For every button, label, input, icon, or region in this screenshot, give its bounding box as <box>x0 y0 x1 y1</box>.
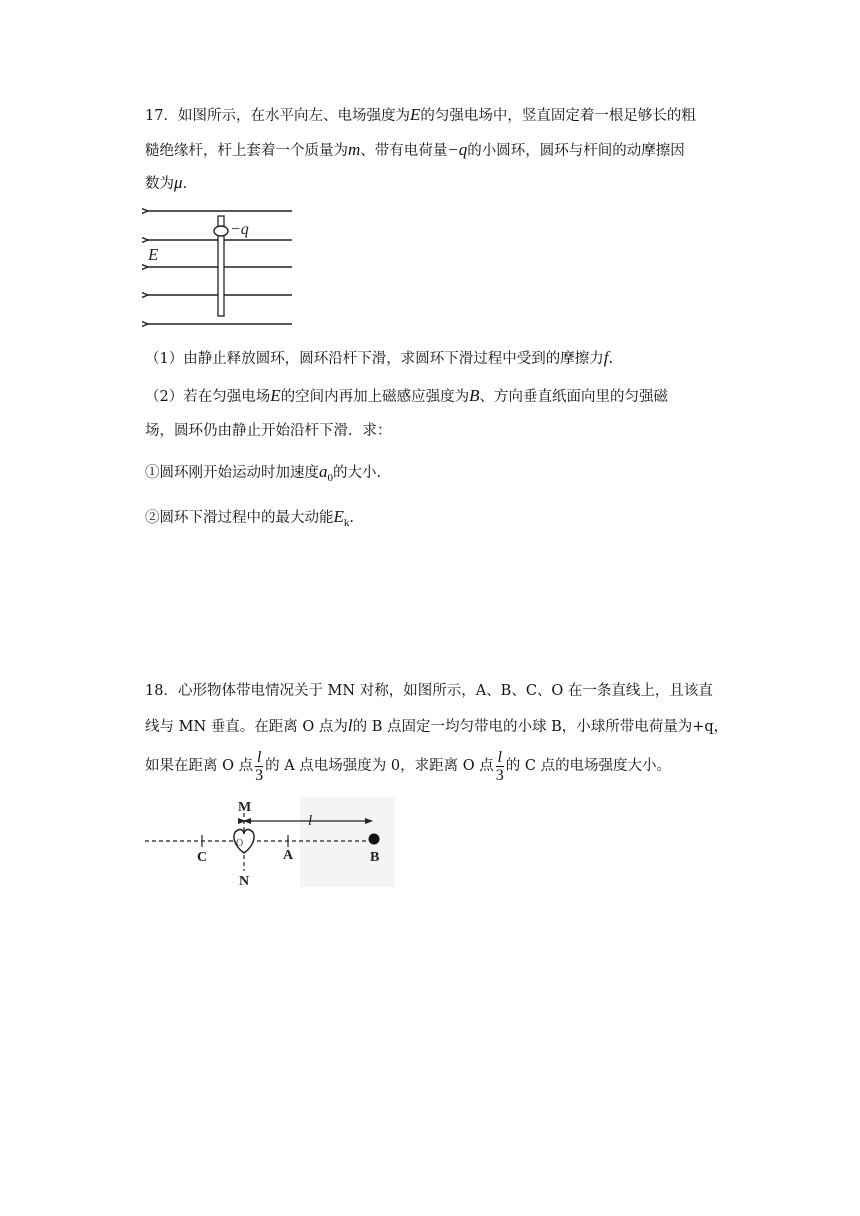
q17-text: 糙绝缘杆，杆上套着一个质量为 <box>145 143 348 159</box>
fraction-denominator: 3 <box>495 766 504 784</box>
charge-label: −q <box>230 221 249 238</box>
q17-line-2 <box>145 140 685 161</box>
label-C: C <box>197 850 208 865</box>
symbol-E: E <box>333 507 344 526</box>
label-B: B <box>370 850 380 865</box>
q17-text: . <box>182 176 188 192</box>
label-M: M <box>238 800 252 815</box>
q17-text: ②圆环下滑过程中的最大动能 <box>145 510 334 526</box>
q17-text: （1）由静止释放圆环，圆环沿杆下滑，求圆环下滑过程中受到的摩擦力 <box>145 351 604 367</box>
q18-text: 线与 MN 垂直。在距离 O 点为 <box>145 719 348 735</box>
q17-text: ①圆环刚开始运动时加速度 <box>145 465 319 481</box>
q18-text: 的 C 点的电场强度大小。 <box>505 758 672 774</box>
symbol-E: E <box>270 386 281 405</box>
q18-text: 如果在距离 O 点 <box>145 758 254 774</box>
scan-smudge <box>300 797 395 887</box>
q18-line-1: 18．心形物体带电情况关于 MN 对称，如图所示，A、B、C、O 在一条直线上，且该直 <box>145 683 713 699</box>
symbol-mu: μ <box>174 173 183 192</box>
label-l: l <box>308 813 313 829</box>
q17-text: . <box>349 510 354 526</box>
q18-figure <box>140 795 400 895</box>
q17-text: 、带有电荷量 <box>360 143 448 159</box>
q17-part-1 <box>145 348 613 369</box>
label-N: N <box>239 874 250 889</box>
q17-text: 的空间内再加上磁感应强度为 <box>280 389 470 405</box>
symbol-a: a <box>319 462 328 481</box>
q17-sub-2 <box>145 507 354 533</box>
charged-ball-b <box>369 834 380 845</box>
q17-line-1 <box>145 105 696 126</box>
q18-line-3 <box>145 748 671 784</box>
symbol-m: m <box>348 140 361 159</box>
q17-part-2-line-1 <box>145 386 668 407</box>
subscript-k: k <box>343 516 350 529</box>
q17-text: 的匀强电场中，竖直固定着一根足够长的粗 <box>420 108 696 124</box>
symbol-E: E <box>409 105 421 124</box>
symbol-B: B <box>469 386 480 405</box>
fraction-l-over-3 <box>496 749 504 784</box>
q17-text: （2）若在匀强电场 <box>145 389 271 405</box>
q17-line-3 <box>145 173 187 194</box>
q17-text: . <box>608 351 614 367</box>
q17-sub-1 <box>145 462 381 488</box>
subscript-0: 0 <box>327 471 333 484</box>
q17-figure <box>142 202 302 332</box>
q17-text: 、方向垂直纸面向里的匀强磁 <box>479 389 669 405</box>
label-A: A <box>283 848 294 863</box>
q18-text: 的 B 点固定一均匀带电的小球 B，小球所带电荷量为+q， <box>352 719 729 735</box>
symbol-f: f <box>603 348 609 367</box>
symbol-l: l <box>347 716 353 735</box>
fraction-l-over-3 <box>255 749 263 784</box>
q18-line-2 <box>145 716 728 737</box>
fraction-denominator: 3 <box>255 766 264 784</box>
charged-ring <box>214 226 228 236</box>
symbol-minus-q: −q <box>447 140 468 159</box>
q17-text: 数为 <box>145 176 174 192</box>
q18-text: 的 A 点电场强度为 0，求距离 O 点 <box>265 758 494 774</box>
field-label: E <box>148 245 159 264</box>
label-O: O <box>236 838 244 849</box>
fraction-numerator: l <box>256 748 262 766</box>
q17-text: 的小圆环，圆环与杆间的动摩擦因 <box>467 143 685 159</box>
fraction-numerator: l <box>497 748 502 766</box>
q17-text: 17．如图所示，在水平向左、电场强度为 <box>145 108 410 124</box>
q17-part-2-line-2: 场，圆环仍由静止开始沿杆下滑．求： <box>145 423 392 439</box>
q17-text: 的大小. <box>333 465 382 481</box>
